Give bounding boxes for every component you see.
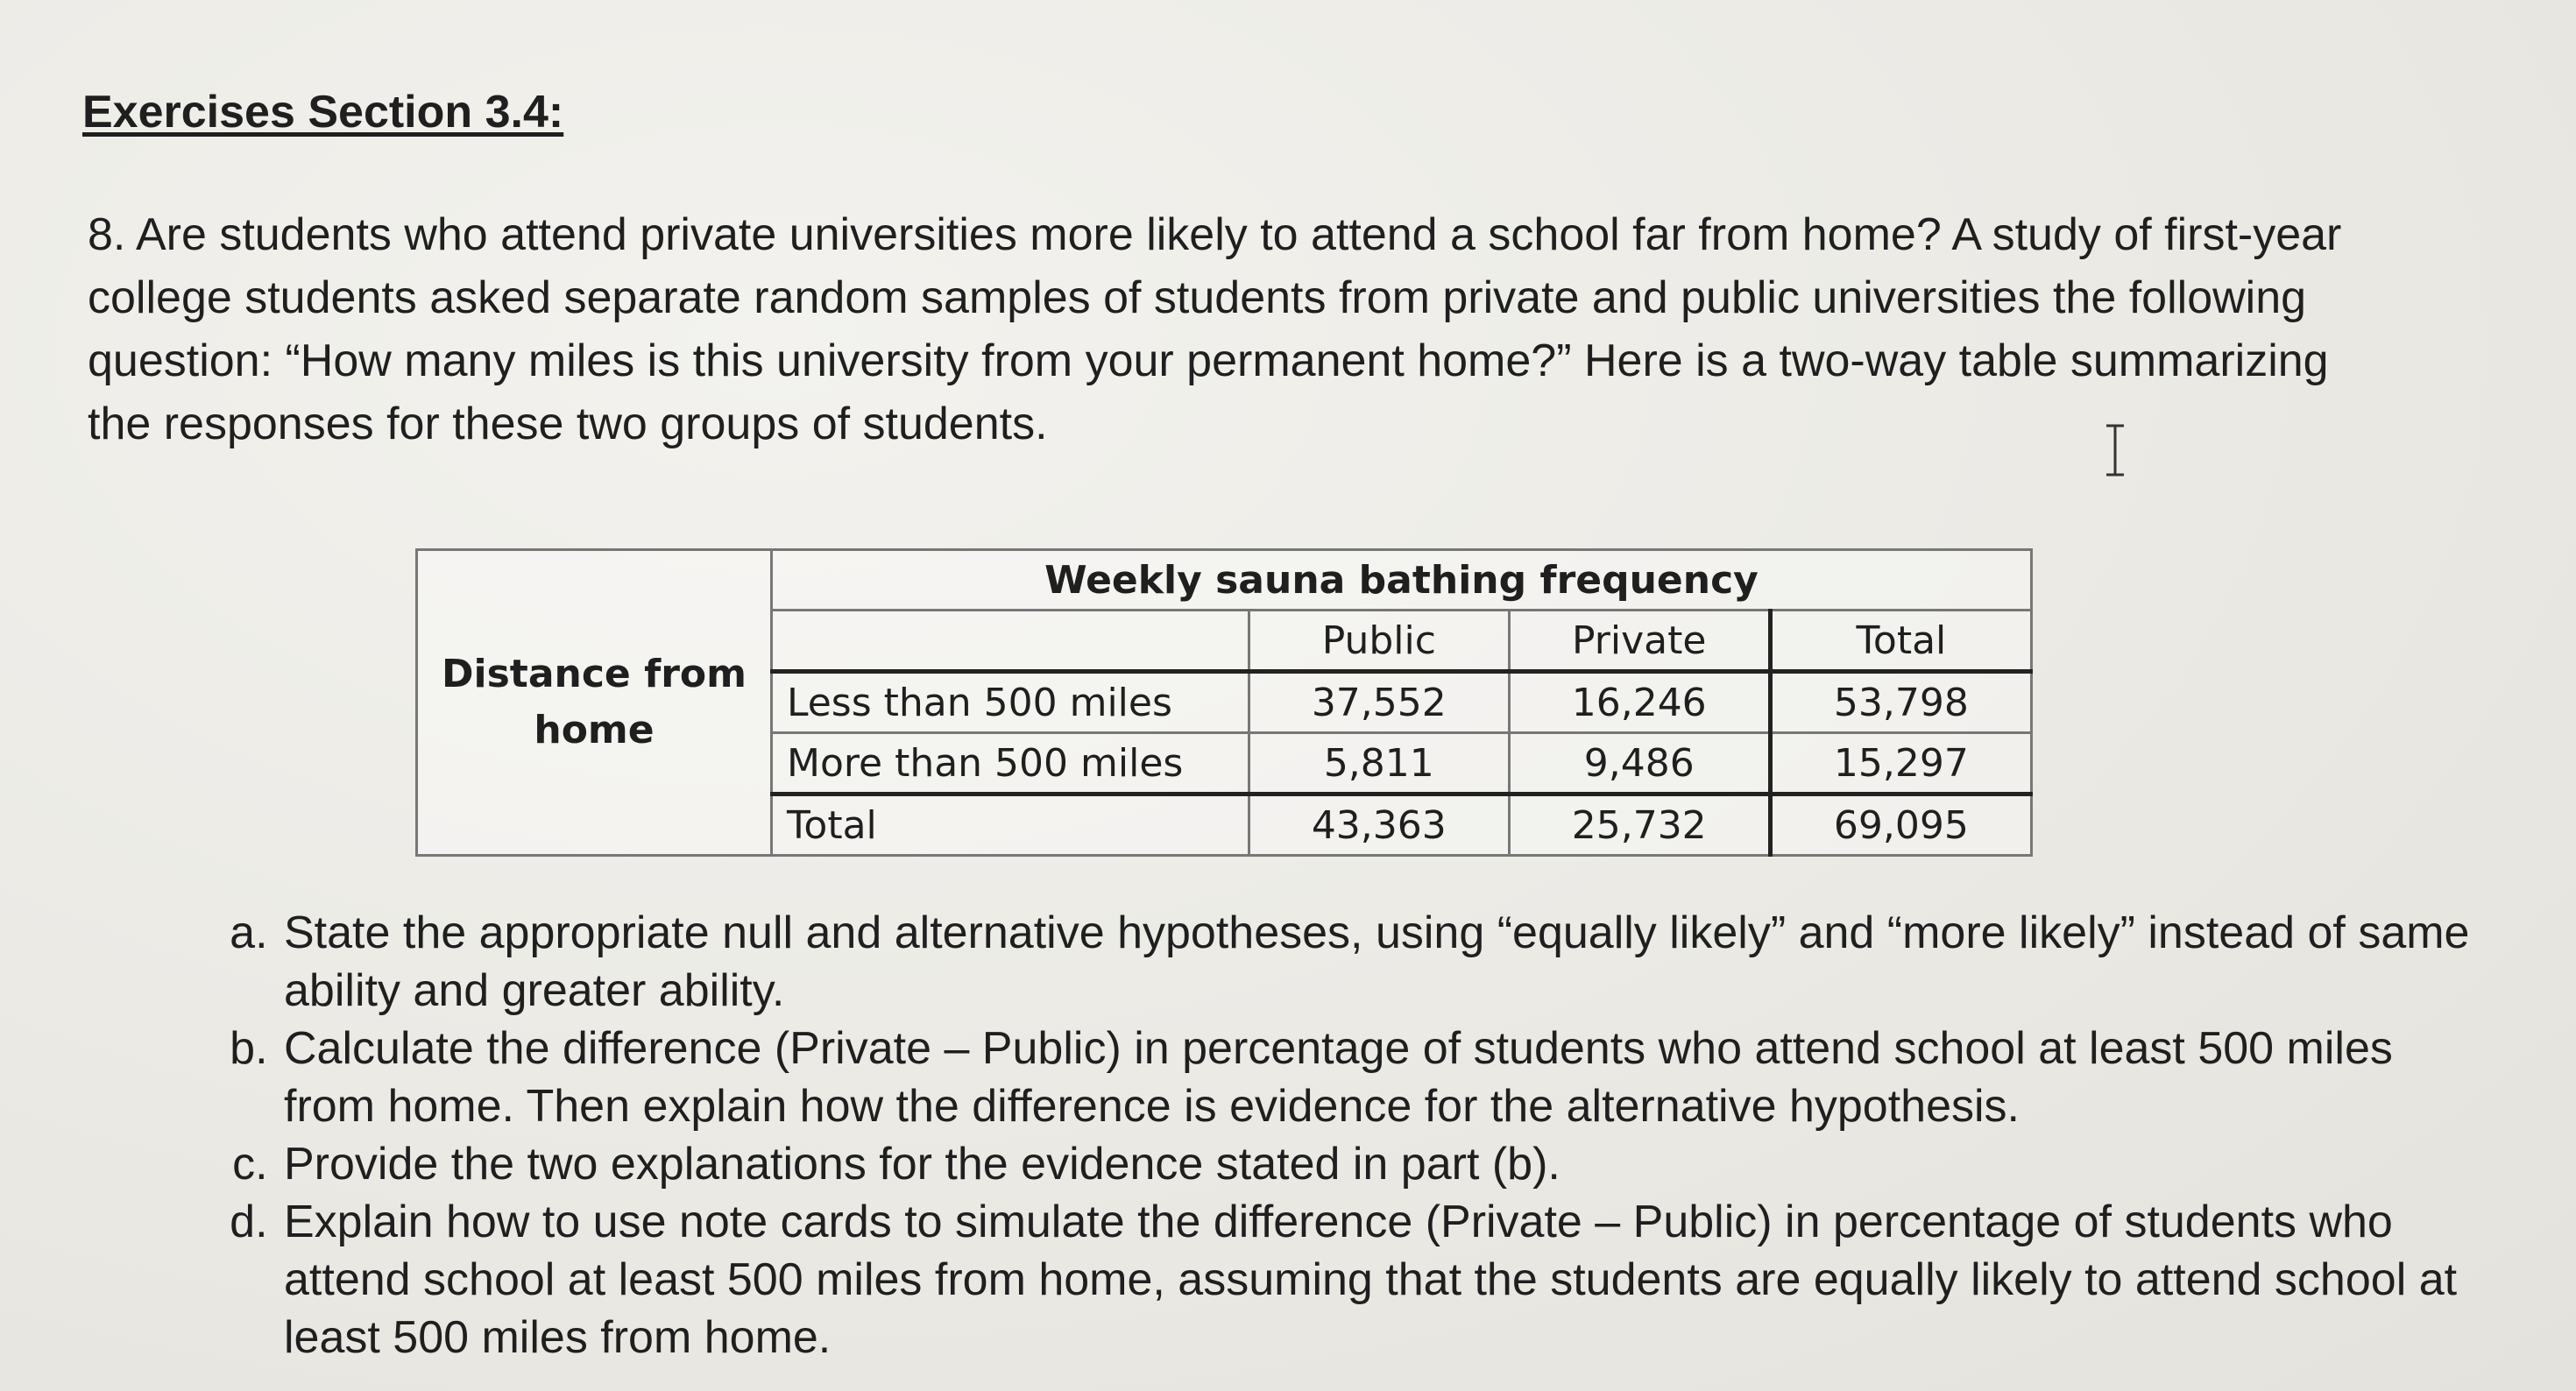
question-text: 8. Are students who attend private universities more likely to attend a school far from home? A study of first-year college students asked separate random samples of students from private and public universities the following question: “How many miles is this university from your permanent home?” Here is a two-way table summarizing the responses for these two groups of students. <box>88 209 2342 449</box>
header-public: Public <box>1249 611 1510 672</box>
question-parts-list <box>193 904 2488 1366</box>
table-cell: 25,732 <box>1509 794 1770 856</box>
table-cell: 16,246 <box>1509 672 1770 733</box>
row-label: Less than 500 miles <box>772 672 1249 733</box>
list-item: c. Provide the two explanations for the evidence stated in part (b). <box>280 1135 2488 1193</box>
two-way-table <box>415 548 2033 857</box>
table-cell: 9,486 <box>1509 733 1770 794</box>
section-title: Exercises Section 3.4: <box>82 87 564 138</box>
table-cell: 69,095 <box>1770 794 2031 856</box>
header-blank <box>772 611 1249 672</box>
i-beam-cursor-icon <box>2101 422 2129 478</box>
column-title: Weekly sauna bathing frequency <box>772 550 2032 611</box>
row-label: More than 500 miles <box>772 733 1249 794</box>
table-cell: 15,297 <box>1770 733 2031 794</box>
table-cell: 53,798 <box>1770 672 2031 733</box>
header-total: Total <box>1770 611 2031 672</box>
header-private: Private <box>1509 611 1770 672</box>
table-cell: 37,552 <box>1249 672 1510 733</box>
table-cell: 43,363 <box>1249 794 1510 856</box>
list-item: b. Calculate the difference (Private – Public) in percentage of students who attend school at least 500 miles from home. Then explain how the difference is evidence for the alternative hypothesis. <box>280 1020 2488 1135</box>
list-item: a. State the appropriate null and alternative hypotheses, using “equally likely” and “more likely” instead of same ability and greater ability. <box>280 904 2488 1020</box>
row-label: Total <box>772 794 1249 856</box>
list-item: d. Explain how to use note cards to simulate the difference (Private – Public) in percentage of students who attend school at least 500 miles from home, assuming that the students are equally likely to attend school at least 500 miles from home. <box>280 1193 2488 1366</box>
table-cell: 5,811 <box>1249 733 1510 794</box>
row-title: Distance from home <box>417 550 772 856</box>
